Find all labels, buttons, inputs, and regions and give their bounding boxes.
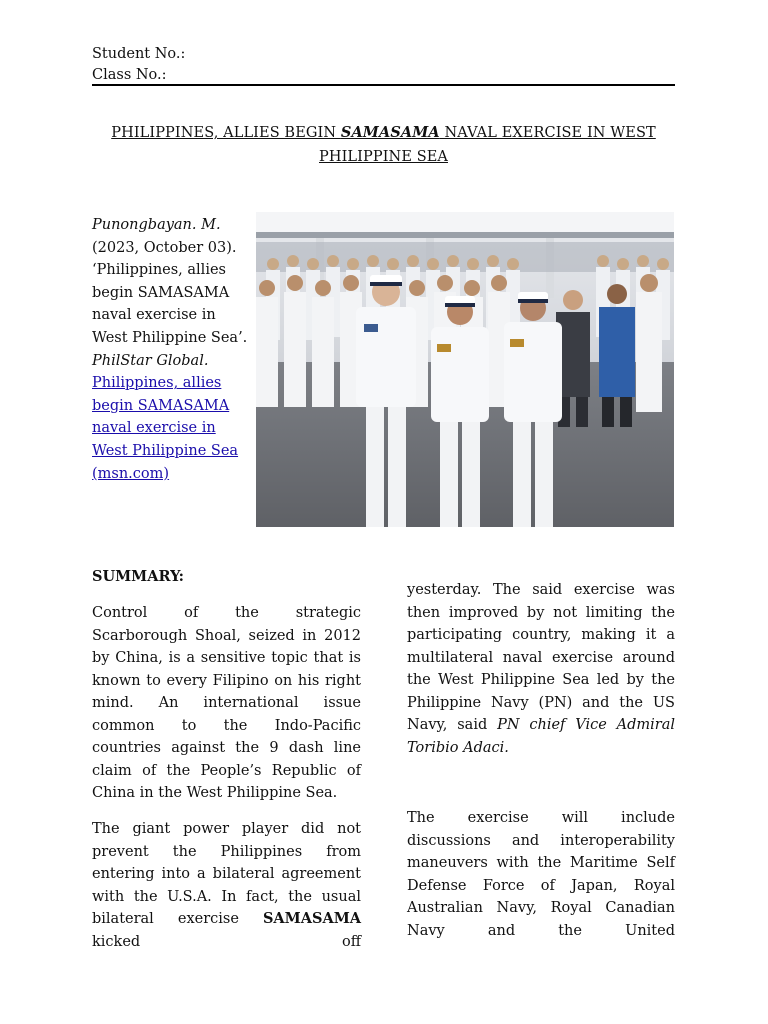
citation-link[interactable]: Philippines, allies begin SAMASAMA naval exercise in West Philippine Sea (msn.com) xyxy=(92,375,239,482)
citation-publisher: PhilStar Global. xyxy=(92,352,209,369)
article-photo xyxy=(256,212,674,527)
title-part1: PHILIPPINES, ALLIES BEGIN xyxy=(111,125,341,141)
title-emphasis: SAMASAMA xyxy=(340,124,440,141)
summary-paragraph-2 xyxy=(92,818,361,953)
citation-date: (2023, October 03). xyxy=(92,239,237,256)
header-rule xyxy=(92,84,675,86)
summary-heading: SUMMARY: xyxy=(92,568,184,585)
citation-block xyxy=(92,214,252,485)
title-part2: NAVAL EXERCISE IN WEST xyxy=(439,125,656,141)
summary-column-left xyxy=(92,602,361,805)
summary-column-right xyxy=(407,579,675,759)
class-no-label: Class No.: xyxy=(92,67,167,83)
p2-bold: SAMASAMA xyxy=(262,910,361,927)
citation-author: Punongbayan. M. xyxy=(92,217,221,233)
p2-text-a: The giant power player did not prevent the Philippines from entering into a bilateral agreement with the U.S.A. In fact, the usual bilateral exercise xyxy=(92,821,361,927)
title-line2: PHILIPPINE SEA xyxy=(319,149,448,165)
article-title xyxy=(92,121,675,169)
p3-italic: PN chief Vice Admiral Toribio Adaci. xyxy=(407,717,676,756)
p2-text-c: kicked off xyxy=(92,933,361,950)
summary-paragraph-4: The exercise will include discussions and interoperability maneuvers with the Maritime Self Defense Force of Japan, Royal Australian Navy, Royal Canadian Navy and the United xyxy=(407,810,675,939)
summary-column-right-2 xyxy=(407,807,675,942)
citation-title: ‘Philippines, allies begin SAMASAMA naval exercise in West Philippine Sea’. xyxy=(92,262,248,346)
p3-text-a: yesterday. The said exercise was then improved by not limiting the participating country, making it a multilateral naval exercise around the West Philippine Sea led by the Philippine Navy (PN) and the US Navy, said xyxy=(407,582,675,733)
summary-column-left-2 xyxy=(92,818,361,953)
naval-officers-photo xyxy=(256,212,674,527)
summary-paragraph-1: Control of the strategic Scarborough Shoal, seized in 2012 by China, is a sensitive topic that is known to every Filipino on his right mind. An international issue common to the Indo-Pacific countries against the 9 dash line claim of the People’s Republic of China in the West Philippine Sea. xyxy=(92,605,361,801)
student-no-label: Student No.: xyxy=(92,46,186,62)
summary-paragraph-3 xyxy=(407,579,675,759)
